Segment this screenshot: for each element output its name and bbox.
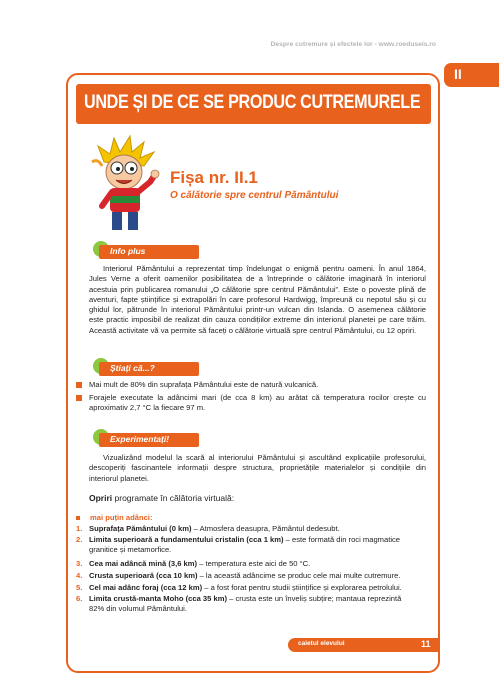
section-label: Experimentați! bbox=[110, 434, 170, 444]
bullet-square-icon bbox=[76, 382, 82, 388]
stops-intro-bold: Opriri bbox=[89, 493, 113, 503]
title-banner bbox=[76, 84, 431, 124]
page-title: UNDE ȘI DE CE SE PRODUC CUTREMURELE bbox=[84, 92, 421, 113]
section-label: Info plus bbox=[110, 246, 146, 256]
text-line: ghidul lor, pătrunde în interiorul Pământului printr-un vulcan din Islanda. O asemenea călătorie bbox=[89, 305, 426, 315]
stop-text: Cea mai adâncă mină (3,6 km) – temperatura este aici de 50 °C. bbox=[89, 559, 311, 568]
stops-subheading: mai puțin adânci: bbox=[76, 513, 152, 522]
stop-number: 3. bbox=[76, 559, 83, 568]
text-line: interiorul planetei. bbox=[89, 473, 149, 483]
text-line: Vizualizând modelul la scară al interiorului Pământului și ascultând explicațiile profesorului, bbox=[103, 453, 426, 462]
stop-text: Cel mai adânc foraj (cca 12 km) – a fost forat pentru studii științifice și explorarea petrolului. bbox=[89, 583, 402, 592]
stop-text: Limita crustă-manta Moho (cca 35 km) – crusta este un înveliș subțire; mantaua reprezintă 82% din volumul Pământului. bbox=[89, 594, 402, 614]
text-line: Această activitate vă va permite să faceți o călătorie virtuală spre centrul Pământului, cu 12 opriri. bbox=[89, 325, 417, 335]
text-line: descoperiți fascinantele informații despre structura, proprietățile materialelor și condițiile din bbox=[89, 463, 426, 473]
bullet-square-icon bbox=[76, 395, 82, 401]
text-line: Jules Verne a oferit oamenilor posibilitatea de a întreprinde o călătorie imaginară în interiorul bbox=[89, 274, 426, 284]
bullet-text: Mai mult de 80% din suprafața Pământului este de natură vulcanică. bbox=[89, 380, 319, 389]
stop-number: 2. bbox=[76, 535, 83, 544]
running-header: Despre cutremure și efectele lor - www.roeduseis.ro bbox=[270, 41, 436, 48]
stops-intro-rest: programate în călătoria virtuală: bbox=[112, 493, 235, 503]
chapter-tab bbox=[444, 63, 499, 87]
stop-text: Crusta superioară (cca 10 km) – la această adâncime se produc cele mai multe cutremure. bbox=[89, 571, 401, 580]
sheet-subtitle: O călătorie spre centrul Pământului bbox=[170, 190, 339, 201]
stop-number: 6. bbox=[76, 594, 83, 603]
stop-number: 4. bbox=[76, 571, 83, 580]
text-line: este practic imposibil de realizat din cauza condițiilor extreme din interiorul planetei pe care trăim. bbox=[89, 315, 426, 325]
footer-label: caietul elevului bbox=[298, 640, 345, 647]
section-bar bbox=[99, 362, 199, 376]
sheet-number: Fișa nr. II.1 bbox=[170, 168, 258, 187]
stop-number: 1. bbox=[76, 524, 83, 533]
text-line: aventuri, fapte științifice și extrapolări în care profesorul Hardwigg, împreună cu nepotul său și cu bbox=[89, 294, 426, 304]
boy-mascot-illustration bbox=[84, 132, 166, 236]
text-line: Interiorul Pământului a reprezentat timp îndelungat o enigmă pentru oameni. În anul 1864, bbox=[103, 264, 426, 273]
section-bar bbox=[99, 245, 199, 259]
section-label: Știați că...? bbox=[110, 363, 155, 373]
text-line: acestuia prin publicarea romanului „O călătorie spre centrul Pământului”. Este o poveste plină de bbox=[89, 284, 426, 294]
stops-intro bbox=[89, 493, 234, 503]
chapter-number: II bbox=[454, 66, 462, 82]
footer-bar bbox=[288, 638, 440, 652]
stop-number: 5. bbox=[76, 583, 83, 592]
page-number: 11 bbox=[421, 639, 431, 649]
section-bar bbox=[99, 433, 199, 447]
stop-text: Limita superioară a fundamentului cristalin (cca 1 km) – este formată din roci magmatice granitice și metamorfice. bbox=[89, 535, 401, 555]
info-paragraph bbox=[89, 264, 426, 336]
bullet-text: Forajele executate la adâncimi mari (de cca 8 km) au arătat că temperatura rocilor crește cu aproximativ 2,7 °C la fiecare 97 m. bbox=[89, 393, 426, 413]
bullet-square-icon bbox=[76, 516, 80, 520]
experiment-paragraph bbox=[89, 453, 426, 484]
stop-text: Suprafața Pământului (0 km) – Atmosfera deasupra, Pământul dedesubt. bbox=[89, 524, 340, 533]
